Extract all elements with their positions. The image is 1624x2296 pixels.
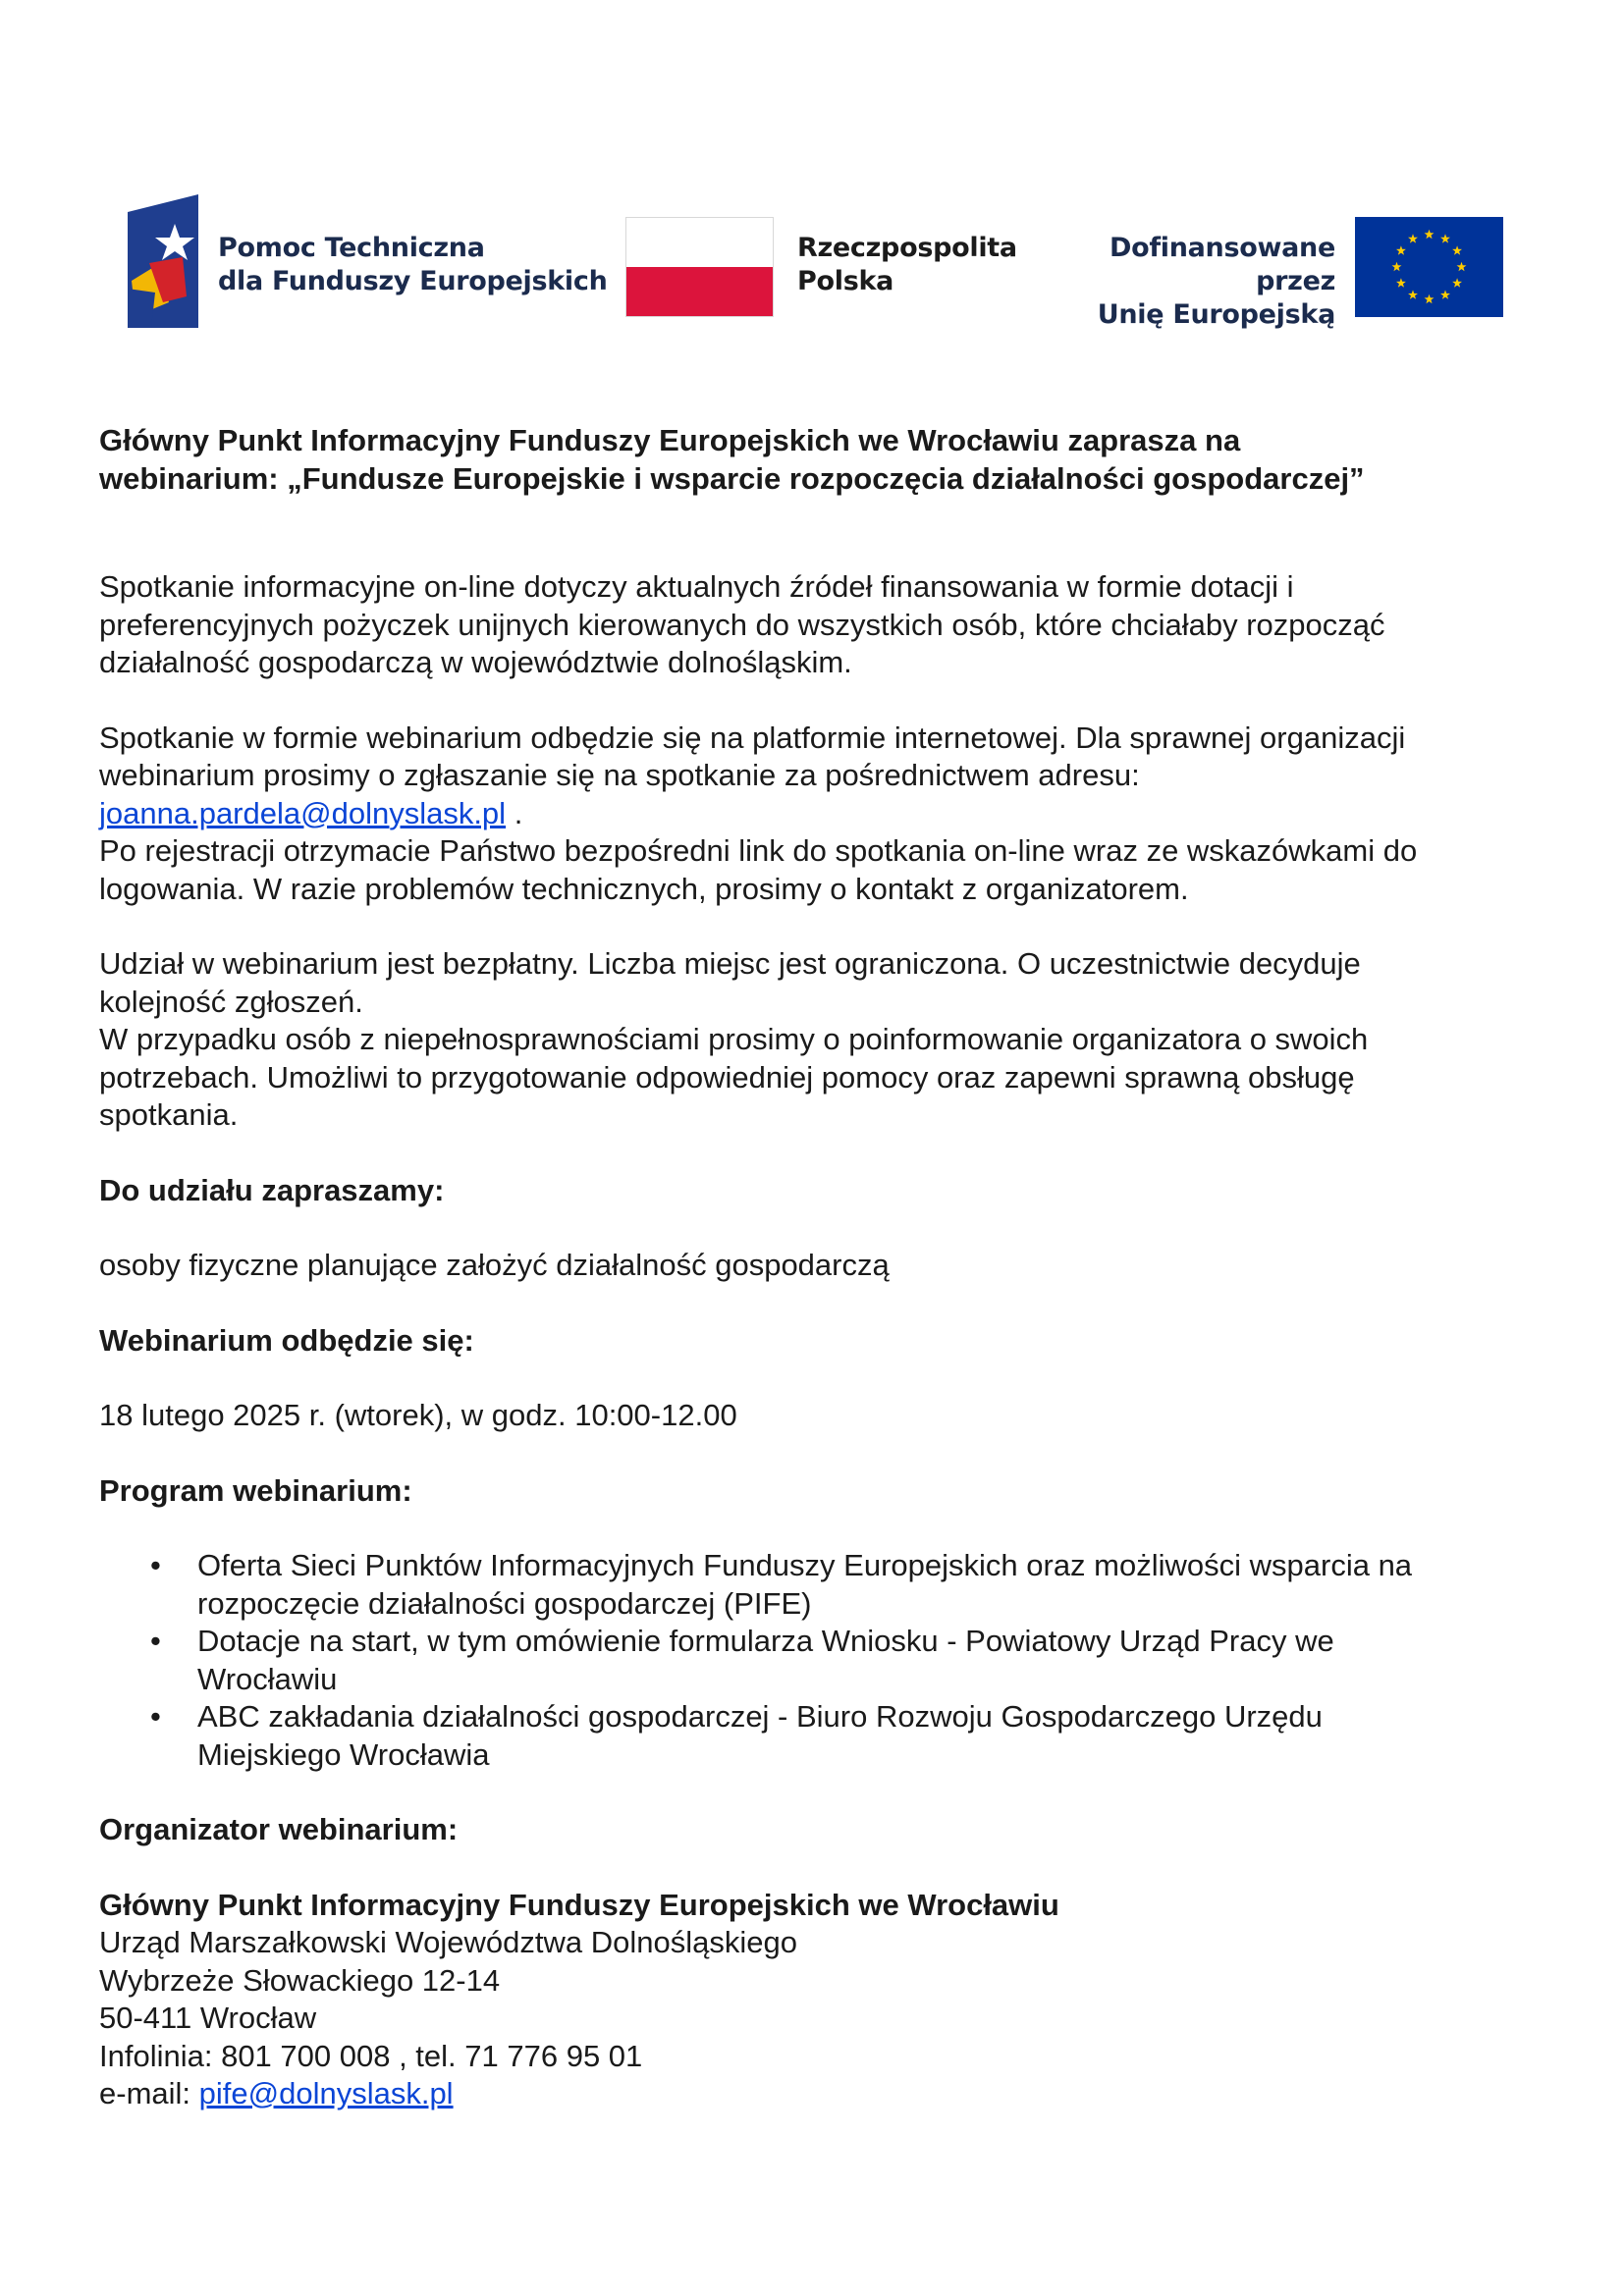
text-line: webinarium prosimy o zgłaszanie się na spotkanie za pośrednictwem adresu: — [99, 758, 1140, 792]
text-line: działalność gospodarczą w województwie dolnośląskim. — [99, 645, 852, 679]
invite-text: osoby fizyczne planujące założyć działalność gospodarczą — [99, 1248, 890, 1282]
eu-logo-text — [1041, 232, 1335, 332]
document-body — [99, 422, 1533, 2113]
text-line: Oferta Sieci Punktów Informacyjnych Funduszy Europejskich oraz możliwości wsparcia na — [197, 1548, 1413, 1582]
text-line: Dotacje na start, w tym omówienie formularza Wniosku - Powiatowy Urząd Pracy we — [197, 1624, 1334, 1658]
title-line: webinarium: „Fundusze Europejskie i wsparcie rozpoczęcia działalności gospodarczej” — [99, 460, 1365, 496]
ptfe-line-1: Pomoc Techniczna — [218, 233, 485, 263]
bullet-icon: • — [150, 1624, 161, 1658]
text-line: preferencyjnych pożyczek unijnych kierowanych do wszystkich osób, które chciałaby rozpocząć — [99, 607, 1385, 642]
logo-bar — [0, 0, 1624, 353]
eu-line-2: Unię Europejską — [1097, 299, 1335, 330]
organizer-street: Wybrzeże Słowackiego 12-14 — [99, 1962, 501, 1998]
rp-logo-text — [797, 232, 1017, 298]
eu-flag-icon — [1355, 217, 1503, 317]
ptfe-line-2: dla Funduszy Europejskich — [218, 266, 608, 296]
registration-paragraph — [99, 720, 1533, 909]
text-line: logowania. W razie problemów technicznych, prosimy o kontakt z organizatorem. — [99, 871, 1189, 906]
ptfe-logo-text — [218, 232, 608, 298]
date-text: 18 lutego 2025 r. (wtorek), w godz. 10:00-12.00 — [99, 1398, 737, 1432]
text-line: kolejność zgłoszeń. — [99, 984, 363, 1019]
list-item — [99, 1547, 1533, 1623]
text-line: Wrocławiu — [197, 1661, 338, 1696]
invitation-title — [99, 422, 1533, 498]
program-heading: Program webinarium: — [99, 1472, 412, 1508]
organizer-email-line — [99, 2075, 1533, 2113]
text-line: Miejskiego Wrocławia — [197, 1736, 490, 1772]
intro-paragraph — [99, 568, 1533, 682]
text-line: W przypadku osób z niepełnosprawnościami prosimy o poinformowanie organizatora o swoich — [99, 1022, 1369, 1056]
organizer-name: Główny Punkt Informacyjny Funduszy Europejskich we Wrocławiu — [99, 1887, 1059, 1922]
organizer-office: Urząd Marszałkowski Województwa Dolnośląskiego — [99, 1925, 797, 1959]
organizer-heading: Organizator webinarium: — [99, 1812, 459, 1846]
program-list — [99, 1547, 1533, 1774]
participation-paragraph — [99, 945, 1533, 1135]
list-item — [99, 1698, 1533, 1774]
organizer-phones: Infolinia: 801 700 008 , tel. 71 776 95 01 — [99, 2038, 643, 2073]
rp-line-2: Polska — [797, 266, 894, 296]
organizer-email-link[interactable]: pife@dolnyslask.pl — [198, 2076, 454, 2110]
text-line: Udział w webinarium jest bezpłatny. Liczba miejsc jest ograniczona. O uczestnictwie decyduje — [99, 946, 1361, 981]
text-line: rozpoczęcie działalności gospodarczej (PIFE) — [197, 1585, 812, 1621]
text-line: Po rejestracji otrzymacie Państwo bezpośredni link do spotkania on-line wraz ze wskazówkami do — [99, 833, 1418, 868]
text-line: spotkania. — [99, 1097, 239, 1132]
registration-email-link[interactable]: joanna.pardela@dolnyslask.pl — [99, 795, 507, 830]
date-heading: Webinarium odbędzie się: — [99, 1322, 474, 1358]
text-line: potrzebach. Umożliwi to przygotowanie odpowiedniej pomocy oraz zapewni sprawną obsługę — [99, 1059, 1355, 1095]
eu-line-1: Dofinansowane przez — [1109, 233, 1335, 296]
title-line: Główny Punkt Informacyjny Funduszy Europejskich we Wrocławiu zaprasza na — [99, 423, 1241, 457]
email-label: e-mail: — [99, 2076, 199, 2110]
polish-flag-icon — [625, 217, 774, 317]
text-line: Spotkanie informacyjne on-line dotyczy aktualnych źródeł finansowania w formie dotacji i — [99, 569, 1294, 604]
bullet-icon: • — [150, 1548, 161, 1582]
text-line: Spotkanie w formie webinarium odbędzie się na platformie internetowej. Dla sprawnej organizacji — [99, 720, 1406, 755]
invite-heading: Do udziału zapraszamy: — [99, 1172, 445, 1207]
organizer-city: 50-411 Wrocław — [99, 2001, 317, 2035]
bullet-icon: • — [150, 1699, 161, 1734]
list-item — [99, 1623, 1533, 1698]
text-line: ABC zakładania działalności gospodarczej - Biuro Rozwoju Gospodarczego Urzędu — [197, 1699, 1323, 1734]
ptfe-logo-icon — [128, 194, 198, 328]
organizer-block — [99, 1887, 1533, 2113]
rp-line-1: Rzeczpospolita — [797, 233, 1017, 263]
registration-email-line — [99, 795, 1533, 833]
email-suffix: . — [506, 795, 523, 830]
